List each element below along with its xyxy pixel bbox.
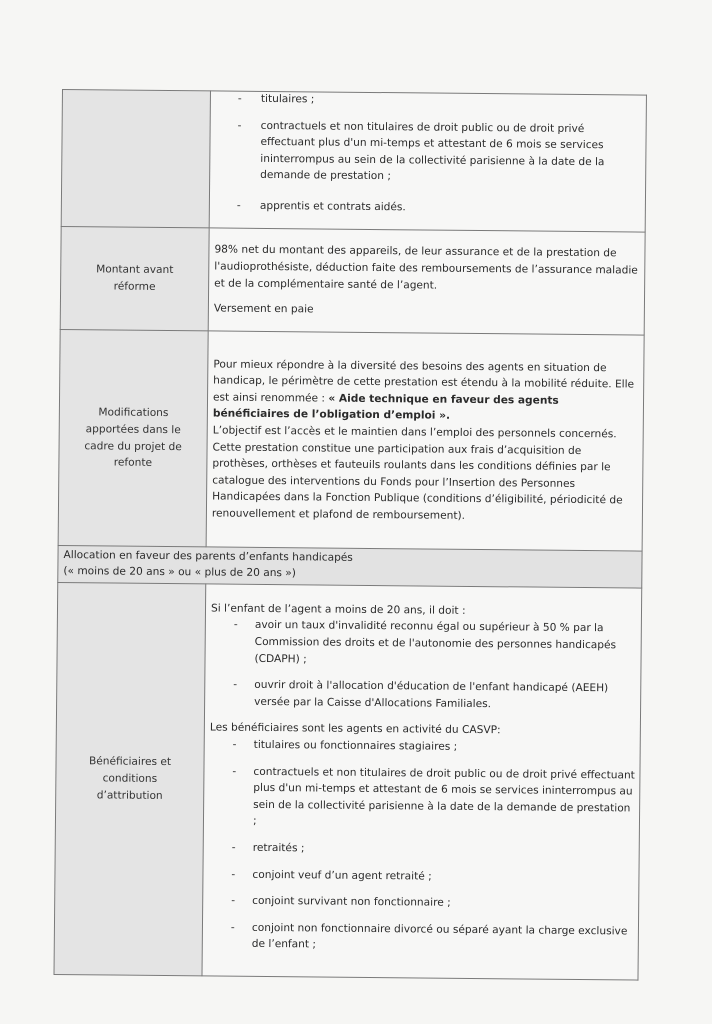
child-condition-intro: Si l’enfant de l’agent a moins de 20 ans, il doit : [210,602,466,617]
dash-bullet: - [237,92,242,105]
row-label-beneficiaires [54,582,206,975]
dash-bullet: - [233,619,238,632]
table-row-montant [60,226,645,335]
row-label-empty [61,90,210,228]
row-content-montant [208,228,645,335]
list-item: - contractuels et non titulaires de droit public ou de droit privé effectuant plus d'un mi-temps et attestant de 6 mois se services ininterrompus au sein de la collectivité parisienne à la date de la demande de prestation ; [232,765,635,828]
row-content-continuation [209,91,646,232]
beneficiaries-intro: Les bénéficiaires sont les agents en activité du CASVP: [209,721,501,737]
list-item: - retraités ; [231,841,305,855]
dash-bullet: - [237,119,242,132]
list-item: - ouvrir droit à l'allocation d'éducation de l'enfant handicapé (AEEH) versée par la Caisse d'Allocations Familiales. [233,678,609,710]
list-item: - conjoint non fonctionnaire divorcé ou séparé ayant la charge exclusive de l’enfant ; [230,921,628,951]
dash-bullet: - [232,738,237,751]
table-row-continuation [61,90,646,233]
dash-bullet: - [231,894,236,907]
list-item: - apprentis et contrats aidés. [236,199,406,214]
benefits-table [53,89,646,980]
beneficiaires-label: Bénéficiaires et conditions d’attribution [88,755,172,802]
list-item: - conjoint veuf d’un agent retraité ; [231,868,432,883]
dash-bullet: - [236,199,241,212]
eligible-agents-list [215,90,642,218]
beneficiaries-list [208,736,636,956]
payment-method: Versement en paie [213,302,314,316]
dash-bullet: - [230,921,235,934]
section-header-row [58,545,642,587]
table-row-beneficiaires [54,582,642,980]
row-label-montant [60,226,209,330]
row-label-modifications [58,329,208,546]
dash-bullet: - [233,678,238,691]
list-item: - avoir un taux d'invalidité reconnu égal ou supérieur à 50 % par la Commission des droits et de l'autonomie des personnes handicapés (CDAPH) ; [233,619,617,665]
dash-bullet: - [231,868,236,881]
section-subtitle: (« moins de 20 ans » ou « plus de 20 ans ») [63,565,296,580]
child-conditions-list [210,617,637,714]
row-content-beneficiaires [202,584,642,980]
montant-label: Montant avant réforme [96,263,174,293]
modifications-label: Modifications apportées dans le cadre du projet de refonte [84,406,182,469]
table-row-modifications [58,329,644,551]
new-benefit-name: « Aide technique en faveur des agents bénéficiaires de l’obligation d’emploi ». [212,392,559,423]
list-item: - conjoint survivant non fonctionnaire ; [231,894,451,909]
dash-bullet: - [231,841,236,854]
list-item: - titulaires ou fonctionnaires stagiaires ; [232,738,458,753]
dash-bullet: - [232,765,237,778]
row-content-modifications [206,331,644,551]
section-header [58,545,642,587]
list-item: - titulaires ; [237,92,315,106]
montant-description: 98% net du montant des appareils, de leur assurance et de la prestation de l'audioprothésiste, déduction faite des remboursements de l’assurance maladie et de la complémentaire santé de l’agent. [214,243,638,292]
modifications-intro: Pour mieux répondre à la diversité des besoins des agents en situation de handicap, le périmètre de cette prestation est étendu à la mobilité réduite. Elle est ainsi renommée : « Aide technique en faveur des agents bénéficiaires de l’obligation d’emploi ». [212,357,635,423]
section-title: Allocation en faveur des parents d’enfants handicapés [63,549,353,564]
list-item: - contractuels et non titulaires de droit public ou de droit privé effectuant plus d'un mi-temps et attestant de 6 mois se services ininterrompus au sein de la collectivité parisienne à la date de la demande de prestation ; [237,119,605,183]
modifications-body: L’objectif est l’accès et le maintien dans l’emploi des personnels concernés. Cette prestation constitue une participation aux frais d’acquisition de prothèses, orthèses et fauteuils roulants dans les conditions définies par le catalogue des interventions du Fonds pour l’Insertion des Personnes Handicapées dans la Fonction Publique (conditions d’éligibilité, périodicité de renouvellement et plafond de remboursement). [211,424,623,522]
